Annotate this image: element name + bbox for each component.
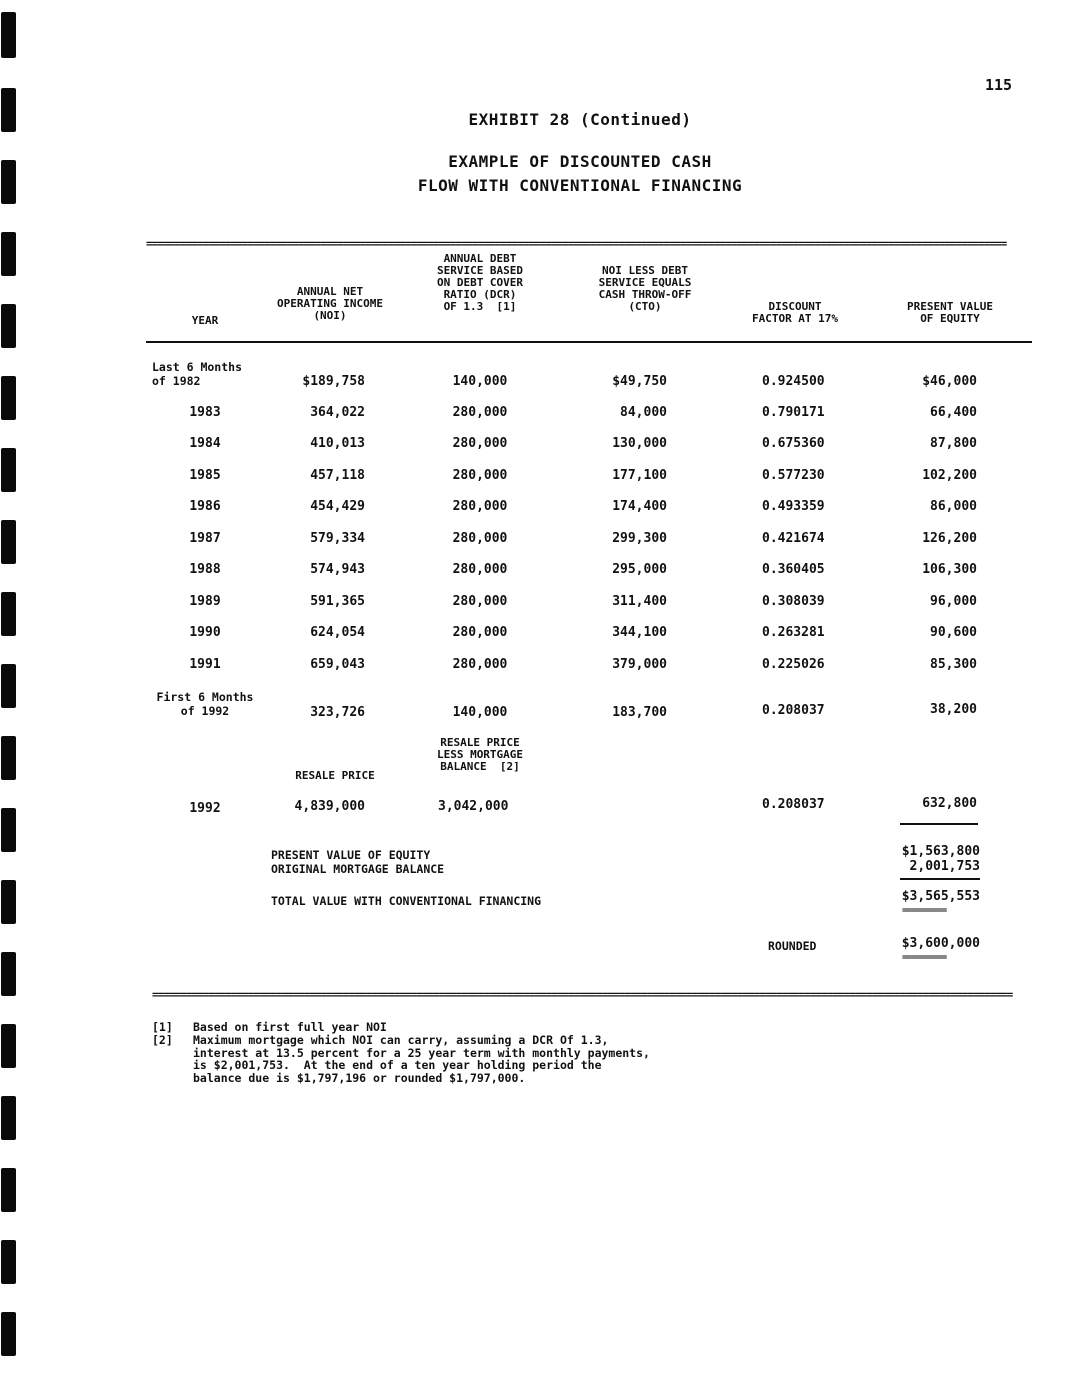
binder-hole-mark	[1, 376, 16, 420]
header-cto: NOI LESS DEBT SERVICE EQUALS CASH THROW-OFF (CTO)	[598, 264, 692, 313]
row-year-label: Last 6 Months of 1982	[152, 360, 243, 388]
binder-hole-mark	[1, 1168, 16, 1212]
sum-rule	[900, 823, 978, 825]
cell-discount-factor: 0.308039	[762, 594, 825, 609]
cell-cto: 130,000	[612, 436, 667, 451]
cell-noi: 579,334	[310, 531, 365, 546]
cell-discount-factor: 0.263281	[762, 625, 825, 640]
binder-hole-mark	[1, 448, 16, 492]
binder-hole-mark	[1, 592, 16, 636]
original-mortgage-value: 2,001,753	[909, 859, 980, 874]
cell-noi: 323,726	[310, 705, 365, 720]
header-present-value: PRESENT VALUE OF EQUITY	[906, 300, 994, 325]
cell-cto: 299,300	[612, 531, 667, 546]
cell-cto: 295,000	[612, 562, 667, 577]
binder-hole-mark	[1, 520, 16, 564]
binder-hole-mark	[1, 1240, 16, 1284]
cell-present-value: 38,200	[930, 702, 977, 717]
cell-debt-service: 280,000	[452, 562, 508, 577]
row-year-label: 1984	[189, 436, 221, 451]
cell-noi: $189,758	[302, 374, 365, 389]
cell-debt-service: 280,000	[452, 405, 508, 420]
binder-hole-mark	[1, 12, 16, 58]
header-noi: ANNUAL NET OPERATING INCOME (NOI)	[277, 285, 383, 322]
row-year-label: 1986	[189, 499, 221, 514]
cell-cto: 311,400	[612, 594, 667, 609]
cell-present-value: 106,300	[922, 562, 977, 577]
cell-debt-service: 280,000	[452, 657, 508, 672]
cell-cto: 84,000	[620, 405, 667, 420]
cell-debt-service: 280,000	[452, 499, 508, 514]
cell-present-value: 96,000	[930, 594, 977, 609]
cell-present-value: 102,200	[922, 468, 977, 483]
cell-noi: 457,118	[310, 468, 365, 483]
row-year-label: 1990	[189, 625, 221, 640]
cell-discount-factor: 0.675360	[762, 436, 825, 451]
header-discount-factor: DISCOUNT FACTOR AT 17%	[751, 300, 839, 325]
cell-noi: 591,365	[310, 594, 365, 609]
footnote-mark: [2]	[152, 1033, 173, 1047]
row-year-label: 1987	[189, 531, 221, 546]
row-year-label: 1991	[189, 657, 221, 672]
double-underline: ==========	[902, 953, 947, 963]
binder-hole-mark	[1, 808, 16, 852]
cell-discount-factor: 0.790171	[762, 405, 825, 420]
bottom-separator: =========================================================================================================================================================	[152, 990, 1013, 1000]
subtitle-line-1: EXAMPLE OF DISCOUNTED CASH	[448, 152, 712, 171]
binder-hole-mark	[1, 1096, 16, 1140]
row-year-label: 1985	[189, 468, 221, 483]
cell-noi: 624,054	[310, 625, 365, 640]
cell-discount-factor: 0.208037	[762, 703, 825, 718]
cell-debt-service: 280,000	[452, 468, 508, 483]
cell-discount-factor: 0.577230	[762, 468, 825, 483]
resale-less-mortgage-header: RESALE PRICE LESS MORTGAGE BALANCE [2]	[436, 736, 524, 773]
cell-noi: 364,022	[310, 405, 365, 420]
binder-hole-mark	[1, 664, 16, 708]
cell-discount-factor: 0.360405	[762, 562, 825, 577]
total-value-label: TOTAL VALUE WITH CONVENTIONAL FINANCING	[271, 894, 542, 908]
pv-equity-value: $1,563,800	[901, 844, 980, 859]
total-value: $3,565,553	[901, 889, 980, 904]
resale-price-header: RESALE PRICE	[295, 769, 375, 782]
cell-present-value: 86,000	[930, 499, 977, 514]
resale-discount-factor: 0.208037	[762, 797, 825, 812]
cell-debt-service: 280,000	[452, 531, 508, 546]
cell-debt-service: 280,000	[452, 625, 508, 640]
cell-present-value: $46,000	[922, 374, 977, 389]
binder-hole-mark	[1, 1312, 16, 1356]
cell-noi: 574,943	[310, 562, 365, 577]
cell-debt-service: 280,000	[452, 436, 508, 451]
footnote-text: Based on first full year NOI	[193, 1020, 387, 1034]
header-rule	[146, 341, 1032, 343]
subtitle-line-2: FLOW WITH CONVENTIONAL FINANCING	[417, 176, 743, 195]
cell-noi: 454,429	[310, 499, 365, 514]
binder-hole-mark	[1, 232, 16, 276]
cell-discount-factor: 0.225026	[762, 657, 825, 672]
row-year-label: 1983	[189, 405, 221, 420]
double-underline: ==========	[902, 906, 947, 916]
pv-equity-label: PRESENT VALUE OF EQUITY	[271, 848, 431, 862]
cell-noi: 410,013	[310, 436, 365, 451]
binder-hole-mark	[1, 304, 16, 348]
rounded-value: $3,600,000	[901, 936, 980, 951]
row-year-label: First 6 Months of 1992	[156, 690, 254, 718]
header-debt-service: ANNUAL DEBT SERVICE BASED ON DEBT COVER RATIO (DCR) OF 1.3 [1]	[436, 252, 524, 313]
cell-discount-factor: 0.924500	[762, 374, 825, 389]
cell-cto: 174,400	[612, 499, 667, 514]
cell-discount-factor: 0.421674	[762, 531, 825, 546]
sum-rule	[900, 878, 980, 880]
cell-cto: $49,750	[612, 374, 667, 389]
resale-present-value: 632,800	[922, 796, 977, 811]
top-separator: =========================================================================================================================================================	[146, 239, 1007, 249]
footnote-mark: [1]	[152, 1020, 173, 1034]
cell-noi: 659,043	[310, 657, 365, 672]
original-mortgage-label: ORIGINAL MORTGAGE BALANCE	[271, 862, 445, 876]
binder-hole-mark	[1, 1024, 16, 1068]
cell-present-value: 90,600	[930, 625, 977, 640]
binder-hole-mark	[1, 736, 16, 780]
rounded-label: ROUNDED	[768, 939, 817, 953]
resale-less-mortgage: 3,042,000	[438, 799, 509, 814]
cell-cto: 183,700	[612, 705, 667, 720]
footnote-text: Maximum mortgage which NOI can carry, assuming a DCR Of 1.3, interest at 13.5 percent for a 25 year term with monthly payments, is $2,001,753. At the end of a ten year holding period the balance due is $1,797,196 or rounded $1,797,000.	[193, 1033, 650, 1085]
cell-present-value: 87,800	[930, 436, 977, 451]
resale-price: 4,839,000	[294, 799, 365, 814]
cell-debt-service: 280,000	[452, 594, 508, 609]
cell-present-value: 85,300	[930, 657, 977, 672]
resale-year: 1992	[189, 801, 221, 816]
cell-cto: 177,100	[612, 468, 667, 483]
cell-debt-service: 140,000	[452, 705, 508, 720]
cell-present-value: 66,400	[930, 405, 977, 420]
header-year: YEAR	[191, 314, 219, 327]
binder-hole-mark	[1, 952, 16, 996]
cell-discount-factor: 0.493359	[762, 499, 825, 514]
cell-cto: 379,000	[612, 657, 667, 672]
exhibit-title: EXHIBIT 28 (Continued)	[468, 110, 692, 129]
row-year-label: 1988	[189, 562, 221, 577]
binder-hole-mark	[1, 880, 16, 924]
row-year-label: 1989	[189, 594, 221, 609]
cell-debt-service: 140,000	[452, 374, 508, 389]
cell-present-value: 126,200	[922, 531, 977, 546]
page-number: 115	[985, 76, 1013, 94]
cell-cto: 344,100	[612, 625, 667, 640]
